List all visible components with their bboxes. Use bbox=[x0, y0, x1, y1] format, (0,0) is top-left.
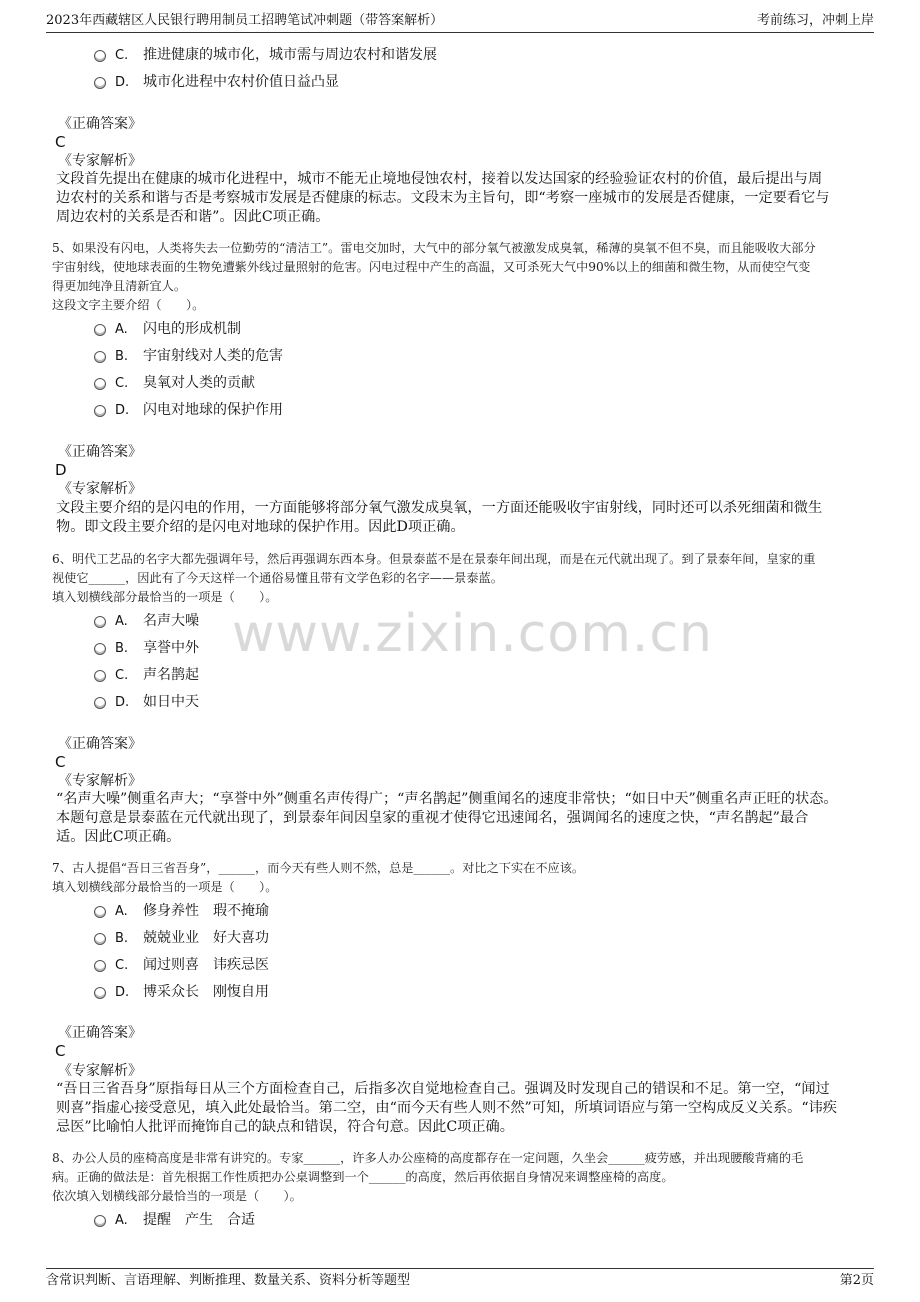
analysis-label: 《专家解析》 bbox=[58, 1063, 142, 1079]
page-header bbox=[46, 10, 874, 33]
radio-icon[interactable] bbox=[94, 616, 106, 628]
radio-icon[interactable] bbox=[94, 933, 106, 945]
analysis-text: “吾日三省吾身”原指每日从三个方面检查自己，后指多次自觉地检查自己。强调及时发现自己的错误和不足。第一空，“闻过 则喜”指虚心接受意见，填入此处最恰当。第二空，由“而今天有些人则不然”可知，所填词语应与第一空构成反义关系。“讳疾 忌医”比喻怕人批评而掩饰自己的缺点和错误，符合句意。因此C项正确。 bbox=[56, 1081, 837, 1135]
option-q5-d[interactable]: D. 闪电对地球的保护作用 bbox=[94, 400, 283, 420]
option-q8-a[interactable]: A. 提醒 产生 合适 bbox=[94, 1210, 255, 1230]
answer-value: C bbox=[55, 133, 66, 151]
option-q7-c[interactable]: C. 闻过则喜 讳疾忌医 bbox=[94, 955, 269, 975]
option-q5-c[interactable]: C. 臭氧对人类的贡献 bbox=[94, 373, 255, 393]
header-slogan: 考前练习，冲刺上岸 bbox=[756, 13, 874, 28]
option-q7-d[interactable]: D. 博采众长 刚愎自用 bbox=[94, 982, 269, 1002]
answer-label: 《正确答案》 bbox=[58, 116, 142, 132]
radio-icon[interactable] bbox=[94, 987, 106, 999]
analysis-label: 《专家解析》 bbox=[58, 773, 142, 789]
option-q5-b[interactable]: B. 宇宙射线对人类的危害 bbox=[94, 346, 283, 366]
option-q7-a[interactable]: A. 修身养性 瑕不掩瑜 bbox=[94, 901, 269, 921]
radio-icon[interactable] bbox=[94, 351, 106, 363]
analysis-text: 文段首先提出在健康的城市化进程中，城市不能无止境地侵蚀农村，接着以发达国家的经验验证农村的价值，最后提出与周 边农村的关系和谐与否是考察城市发展是否健康的标志。文段末为主旨句，即“考察一座城市的发展是否健康，一定要看它与 周边农村的关系是否和谐”。因此C项正确。 bbox=[56, 171, 830, 225]
radio-icon[interactable] bbox=[94, 77, 106, 89]
answer-label: 《正确答案》 bbox=[58, 1025, 142, 1041]
option-q6-b[interactable]: B. 享誉中外 bbox=[94, 638, 199, 658]
option-q4-c[interactable]: C. 推进健康的城市化，城市需与周边农村和谐发展 bbox=[94, 45, 437, 65]
question-stem: 8、办公人员的座椅高度是非常有讲究的。专家______，许多人办公座椅的高度都存在一定问题，久坐会______疲劳感，并出现腰酸背痛的毛 病。正确的做法是：首先根据工作性质把办公桌调整到一个______的高度，然后再依据自身情况来调整座椅的高度。 依次填入划横线部分最恰当的一项是（ ）。 bbox=[52, 1151, 804, 1203]
radio-icon[interactable] bbox=[94, 697, 106, 709]
option-q6-c[interactable]: C. 声名鹊起 bbox=[94, 665, 199, 685]
option-q6-d[interactable]: D. 如日中天 bbox=[94, 692, 199, 712]
analysis-text: “名声大噪”侧重名声大；“享誉中外”侧重名声传得广；“声名鹊起”侧重闻名的速度非常快；“如日中天”侧重名声正旺的状态。 本题句意是景泰蓝在元代就出现了，到景泰年间因皇家的重视才使得它迅速闻名，强调闻名的速度之快，“声名鹊起”最合 适。因此C项正确。 bbox=[56, 791, 838, 845]
page-number: 第2页 bbox=[839, 1273, 874, 1288]
option-q6-a[interactable]: A. 名声大噪 bbox=[94, 611, 199, 631]
question-stem: 6、明代工艺品的名字大都先强调年号，然后再强调东西本身。但景泰蓝不是在景泰年间出现，而是在元代就出现了。到了景泰年间，皇家的重 视使它______，因此有了今天这样一个通俗易懂且带有文学色彩的名字——景泰蓝。 填入划横线部分最恰当的一项是（ ）。 bbox=[52, 552, 816, 604]
analysis-label: 《专家解析》 bbox=[58, 481, 142, 497]
option-q7-b[interactable]: B. 兢兢业业 好大喜功 bbox=[94, 928, 269, 948]
radio-icon[interactable] bbox=[94, 378, 106, 390]
answer-value: D bbox=[55, 461, 67, 479]
answer-value: C bbox=[55, 1042, 66, 1060]
document-title: 2023年西藏辖区人民银行聘用制员工招聘笔试冲刺题（带答案解析） bbox=[46, 13, 444, 28]
radio-icon[interactable] bbox=[94, 50, 106, 62]
question-stem: 7、古人提倡“吾日三省吾身”，______，而今天有些人则不然，总是______。对比之下实在不应该。 填入划横线部分最恰当的一项是（ ）。 bbox=[52, 861, 585, 894]
radio-icon[interactable] bbox=[94, 670, 106, 682]
analysis-text: 文段主要介绍的是闪电的作用，一方面能够将部分氧气激发成臭氧，一方面还能吸收宇宙射线，同时还可以杀死细菌和微生 物。即文段主要介绍的是闪电对地球的保护作用。因此D项正确。 bbox=[56, 500, 823, 535]
radio-icon[interactable] bbox=[94, 906, 106, 918]
answer-label: 《正确答案》 bbox=[58, 444, 142, 460]
option-q4-d[interactable]: D. 城市化进程中农村价值日益凸显 bbox=[94, 72, 339, 92]
option-q5-a[interactable]: A. 闪电的形成机制 bbox=[94, 319, 241, 339]
footer-categories: 含常识判断、言语理解、判断推理、数量关系、资料分析等题型 bbox=[46, 1273, 411, 1288]
radio-icon[interactable] bbox=[94, 643, 106, 655]
watermark: www.zixin.com.cn bbox=[232, 604, 713, 664]
radio-icon[interactable] bbox=[94, 1215, 106, 1227]
question-stem: 5、如果没有闪电，人类将失去一位勤劳的“清洁工”。雷电交加时，大气中的部分氧气被激发成臭氧，稀薄的臭氧不但不臭，而且能吸收大部分 宇宙射线，使地球表面的生物免遭紫外线过量照射的危害。闪电过程中产生的高温，又可杀死大气中90%以上的细菌和微生物，从而使空气变 得更加纯净且清新宜人。 这段文字主要介绍（ ）。 bbox=[52, 241, 816, 312]
analysis-label: 《专家解析》 bbox=[58, 153, 142, 169]
page-footer bbox=[46, 1268, 874, 1291]
answer-label: 《正确答案》 bbox=[58, 736, 142, 752]
answer-value: C bbox=[55, 753, 66, 771]
radio-icon[interactable] bbox=[94, 324, 106, 336]
radio-icon[interactable] bbox=[94, 405, 106, 417]
radio-icon[interactable] bbox=[94, 960, 106, 972]
